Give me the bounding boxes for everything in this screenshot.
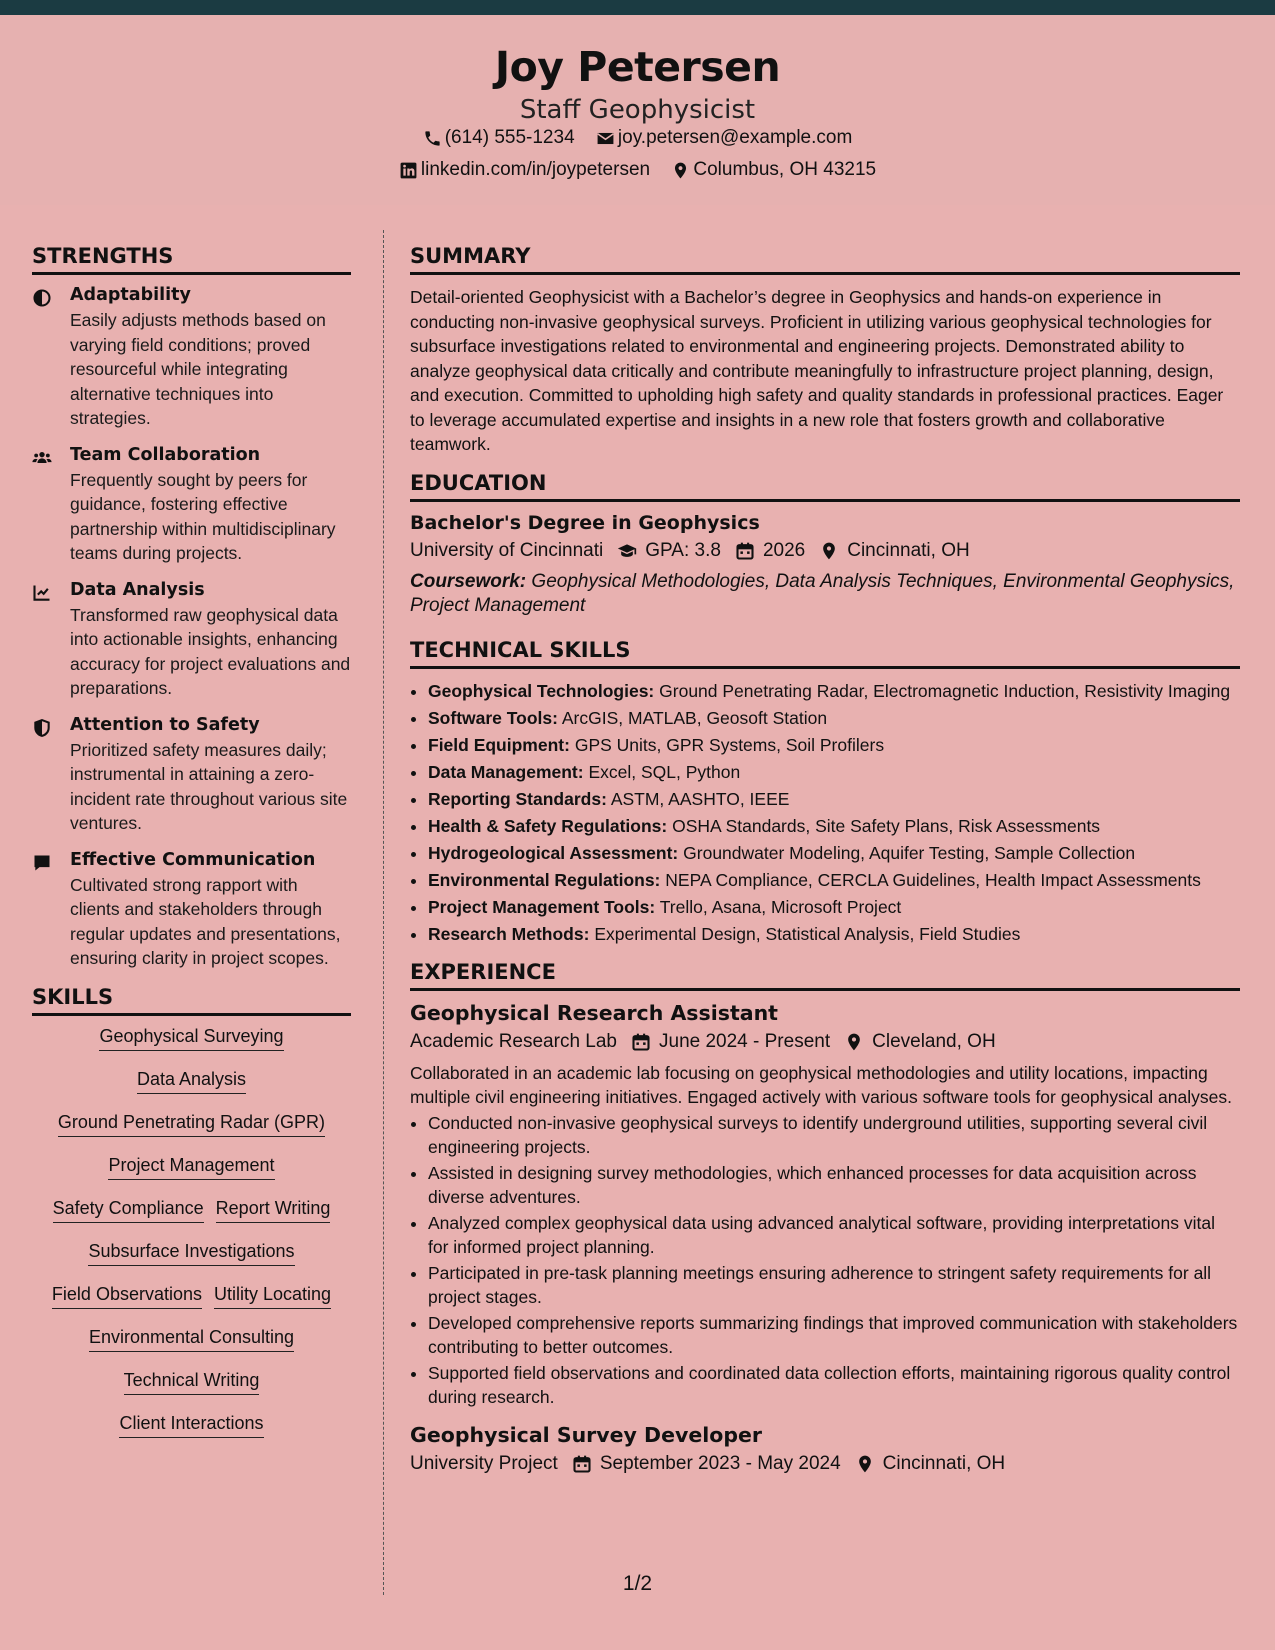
list-item <box>428 922 1240 946</box>
tskill-label: Geophysical Technologies: <box>428 680 655 701</box>
strength-item <box>32 715 351 836</box>
list-item <box>428 868 1240 892</box>
skill-tag: Project Management <box>108 1155 274 1180</box>
skills-heading: SKILLS <box>32 985 351 1016</box>
linkedin-text[interactable]: linkedin.com/in/joypetersen <box>420 159 651 180</box>
column-divider <box>383 230 384 1595</box>
users-icon <box>32 448 52 468</box>
tskill-value: ArcGIS, MATLAB, Geosoft Station <box>561 707 828 728</box>
school-location: Cincinnati, OH <box>847 539 970 561</box>
comment-icon <box>32 853 52 873</box>
map-marker-icon <box>855 1454 875 1474</box>
strength-desc: Cultivated strong rapport with clients and stakeholders through regular updates and presentations, ensuring clarity in project scopes. <box>70 874 341 968</box>
list-item: • Assisted in designing survey methodologies, which enhanced processes for data acquisition across diverse adventures. <box>428 1161 1240 1209</box>
strength-desc: Frequently sought by peers for guidance, fostering effective partnership within multidisciplinary teams during projects. <box>70 469 336 563</box>
location-text: Columbus, OH 43215 <box>693 159 877 180</box>
strength-item <box>32 850 351 971</box>
strength-desc: Easily adjusts methods based on varying field conditions; proved resourceful while integrating alternative techniques into strategies. <box>70 310 326 428</box>
education-heading: EDUCATION <box>410 471 1240 502</box>
tskill-value: Groundwater Modeling, Aquifer Testing, Sample Collection <box>683 842 1136 863</box>
list-item <box>428 760 1240 784</box>
job-org: Academic Research Lab <box>410 1030 617 1052</box>
tskill-value: GPS Units, GPR Systems, Soil Profilers <box>574 734 885 755</box>
tskill-label: Research Methods: <box>428 923 590 944</box>
coursework-text: Geophysical Methodologies, Data Analysis Techniques, Environmental Geophysics, Project Management <box>410 570 1235 616</box>
line-chart-icon <box>32 583 52 603</box>
coursework <box>410 570 1240 618</box>
phone-contact <box>423 127 575 149</box>
strength-title: Adaptability <box>70 285 191 305</box>
strength-item <box>32 580 351 701</box>
half-circle-icon <box>32 288 52 308</box>
tskill-value: OSHA Standards, Site Safety Plans, Risk Assessments <box>672 815 1101 836</box>
skills-list <box>32 1026 351 1438</box>
list-item: • Supported field observations and coordinated data collection efforts, maintaining rigorous quality control during research. <box>428 1361 1240 1409</box>
calendar-icon <box>735 541 755 561</box>
list-item: • Developed comprehensive reports summarizing findings that improved communication with stakeholders contributing to better outcomes. <box>428 1311 1240 1359</box>
tskill-value: Experimental Design, Statistical Analysis, Field Studies <box>594 923 1021 944</box>
phone-text: (614) 555-1234 <box>444 127 575 148</box>
job-meta <box>410 1031 1240 1053</box>
map-marker-icon <box>819 541 839 561</box>
top-bar <box>0 0 1275 15</box>
skill-tag: Technical Writing <box>124 1370 260 1395</box>
skill-tag: Utility Locating <box>214 1284 331 1309</box>
grad-year: 2026 <box>762 539 806 561</box>
list-item: • Analyzed complex geophysical data using advanced analytical software, providing interpretations vital for informed project planning. <box>428 1211 1240 1259</box>
job-meta <box>410 1453 1240 1475</box>
strength-title: Attention to Safety <box>70 714 260 735</box>
list-item <box>428 787 1240 811</box>
job-dates: September 2023 - May 2024 <box>599 1452 841 1474</box>
calendar-icon <box>572 1454 592 1474</box>
strength-title: Data Analysis <box>70 579 205 600</box>
skill-tag: Ground Penetrating Radar (GPR) <box>58 1112 325 1137</box>
tskill-label: Reporting Standards: <box>428 788 607 809</box>
contact-row-2 <box>0 159 1275 186</box>
skill-tag: Report Writing <box>216 1198 331 1223</box>
tskill-label: Health & Safety Regulations: <box>428 815 668 836</box>
list-item <box>428 895 1240 919</box>
summary-text: Detail-oriented Geophysicist with a Bachelor’s degree in Geophysics and hands-on experience in conducting non-invasive geophysical surveys. Proficient in utilizing various geophysical technologies for subsurface investigations related to environmental and engineering projects. Demonstrated ability to analyze geophysical data critically and contribute meaningfully to infrastructure project planning, design, and execution. Committed to upholding high safety and quality standards in professional practices. Eager to leverage accumulated expertise and insights in a new role that fosters growth and collaborative teamwork. <box>410 287 1224 454</box>
email-contact[interactable] <box>596 127 852 149</box>
skill-tag: Subsurface Investigations <box>88 1241 294 1266</box>
tskill-value: Excel, SQL, Python <box>588 761 741 782</box>
skill-tag: Field Observations <box>52 1284 202 1309</box>
strength-item <box>32 445 351 566</box>
technical-skills-heading: TECHNICAL SKILLS <box>410 638 1240 669</box>
location-contact <box>671 159 876 181</box>
tskill-value: Trello, Asana, Microsoft Project <box>659 896 902 917</box>
linkedin-contact[interactable] <box>399 159 650 181</box>
job-org: University Project <box>410 1452 558 1474</box>
tskill-label: Hydrogeological Assessment: <box>428 842 679 863</box>
coursework-label: Coursework: <box>410 570 527 592</box>
skill-tag: Safety Compliance <box>53 1198 204 1223</box>
tskill-label: Software Tools: <box>428 707 558 728</box>
job-location: Cleveland, OH <box>872 1030 996 1052</box>
job-title: Geophysical Survey Developer <box>410 1422 763 1447</box>
job-location: Cincinnati, OH <box>882 1452 1006 1474</box>
degree-title: Bachelor's Degree in Geophysics <box>410 511 760 534</box>
strength-item <box>32 285 351 431</box>
experience-heading: EXPERIENCE <box>410 960 1240 991</box>
strength-title: Team Collaboration <box>70 444 261 465</box>
tskill-value: ASTM, AASHTO, IEEE <box>610 788 790 809</box>
email-text[interactable]: joy.petersen@example.com <box>617 127 853 148</box>
summary-heading: SUMMARY <box>410 244 1240 275</box>
candidate-title: Staff Geophysicist <box>519 95 756 125</box>
list-item <box>428 679 1240 703</box>
tskill-value: Ground Penetrating Radar, Electromagnetic Induction, Resistivity Imaging <box>659 680 1231 701</box>
education-meta <box>410 540 1240 562</box>
calendar-icon <box>631 1032 651 1052</box>
technical-skills-list <box>410 679 1240 946</box>
candidate-name: Joy Petersen <box>494 43 781 91</box>
strength-title: Effective Communication <box>70 849 316 870</box>
header <box>0 15 1275 205</box>
contact-row-1 <box>0 127 1275 154</box>
tskill-label: Environmental Regulations: <box>428 869 661 890</box>
list-item <box>428 841 1240 865</box>
shield-icon <box>32 718 52 738</box>
list-item <box>428 733 1240 757</box>
strength-desc: Transformed raw geophysical data into actionable insights, enhancing accuracy for project evaluations and preparations. <box>70 604 351 698</box>
strengths-heading: STRENGTHS <box>32 244 351 275</box>
tskill-label: Field Equipment: <box>428 734 570 755</box>
skill-tag: Data Analysis <box>137 1069 246 1094</box>
phone-icon <box>423 129 442 148</box>
skill-tag: Environmental Consulting <box>89 1327 294 1352</box>
graduation-cap-icon <box>617 541 637 561</box>
map-marker-icon <box>844 1032 864 1052</box>
strength-desc: Prioritized safety measures daily; instrumental in attaining a zero-incident rate throughout various site ventures. <box>70 739 348 833</box>
page-number: 1/2 <box>622 1572 653 1595</box>
tskill-label: Project Management Tools: <box>428 896 656 917</box>
list-item: • Participated in pre-task planning meetings ensuring adherence to stringent safety requirements for all project stages. <box>428 1261 1240 1309</box>
map-marker-icon <box>671 161 690 180</box>
envelope-icon <box>596 129 615 148</box>
list-item <box>428 706 1240 730</box>
tskill-value: NEPA Compliance, CERCLA Guidelines, Health Impact Assessments <box>665 869 1201 890</box>
school-name: University of Cincinnati <box>410 539 604 561</box>
skill-tag: Geophysical Surveying <box>99 1026 283 1051</box>
linkedin-icon <box>399 161 418 180</box>
right-column <box>410 244 1240 1483</box>
list-item: • Conducted non-invasive geophysical surveys to identify underground utilities, supporting several civil engineering projects. <box>428 1111 1240 1159</box>
job-description: Collaborated in an academic lab focusing on geophysical methodologies and utility locations, impacting multiple civil engineering initiatives. Engaged actively with various software tools for geophysical analyses. <box>410 1062 1232 1107</box>
job-title: Geophysical Research Assistant <box>410 1000 778 1025</box>
tskill-label: Data Management: <box>428 761 584 782</box>
left-column <box>32 244 351 1456</box>
job-dates: June 2024 - Present <box>659 1030 831 1052</box>
skill-tag: Client Interactions <box>119 1413 263 1438</box>
list-item <box>428 814 1240 838</box>
gpa-text: GPA: 3.8 <box>645 539 721 561</box>
job-bullets <box>410 1111 1240 1409</box>
